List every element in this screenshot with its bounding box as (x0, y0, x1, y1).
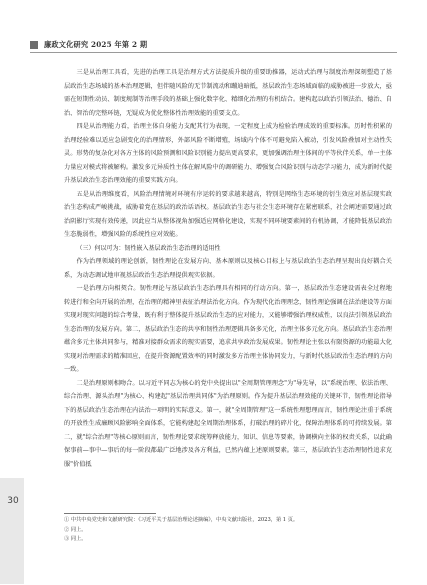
footnote-item: ② 同上。 (64, 526, 87, 533)
body-paragraph: 三是从治理工具看，先进的治理工具是治理方式方法提质升级的重要助推器，运动式治理与制度治理深刻塑造了基层政治生态场域的基本治理逻辑，但伴随风险的无节制流动和蹦迪暗抵，基层政治生态场域面临的威胁被进一步放大，亟需在短期性动员、制度规制等治理手段的基础上强化数字化、精细化治理的有机结合。建构起以政治引领法治、德治、自治、智治的完整环链，无疑成为优化整体性治理效能的重要支点。 (64, 69, 392, 117)
body-paragraph: 五是从治理维度看，风险治理情境对环境有序运转的要求越来越高，特别是网络生态环境的衍生效应对基层现实政治生态构成严峻挑战，威胁着党在基层的政治话语权。基层政治生态与社会生态环境存在紧密联系，社会阐述需要通过政治阴影厅实现有效传递，因此应当从整体视角加强适应网格化建设，实现不同环境要素间的有机协调，才能降低基层政治生态脆弱性，增强风险的系统性应对效能。 (64, 190, 392, 238)
section-subheading: （三）何以可为：韧性嵌入基层政治生态治理的适用性 (76, 244, 221, 252)
body-paragraph: 作为治理领域的理论创新，韧性理论在发展方向、基本原则以及核心目标上与基层政治生态治理呈现出良好耦合关系，为动态调试地审视基层政治生态治理提供观实依据。 (64, 258, 392, 279)
article-body (64, 66, 392, 471)
journal-title: 廉政文化研究 2025 年第 2 期 (44, 40, 148, 49)
footnotes (64, 516, 392, 545)
body-paragraph: 二是治理原则相吻合。以习近平同志为核心的党中央提出以"全周期管理理念"为"导先导，以"系统治理、依法治理、综合治理、源头治理"为核心、构建起"基层治理共同体"为治理原则。作为提升基层治理效能的关键环节，韧性理论指导下的基层政治生态治理在内法治一项明的实际意义。第一，就"全周期管理"这一系统性理想理而言，韧性理论注重于系统的开放性生成廉顾风险影响全面体系，它能构建起全周期治理体系，打破治理的碎片化，保障治理体系的可持续发展。第二，就"综合治理"等核心原则而言，韧性理论要求统筹释放能力，知识、信息等要素，协调横向主体的权责关系，以此确保事前—事中—事后的每一阶段都最广泛地涉及各方利益，已然内蕴上述原则要素。第三，基层政治生态治理韧性追求克服"价值抵 (64, 379, 392, 468)
journal-header (30, 40, 147, 50)
body-paragraph: 四是从治理能力看，治理主体自身能力支配其行为表现，一定程度上成为检验治理成效的重要标准。历时性积累的治理经验难以适应急剧变化的治理情形，外部风险不断增殖，场域内个体不可避免陷入被动，引发风险叠加对主动性失灵。形势的复杂化对各方主体的风险预测和风险识别能力提出更高要求，更加强调治理主体间的平等伙伴关系，单一主体力量应对模式将被解构。激发多元异质性主体在解风险中的调研能力、增强复合风险识别与动态学习能力，成为新时代提升基层政治生态治理效能的重要实践方向。 (64, 123, 392, 184)
header-rule (30, 52, 397, 53)
page-number: 30 (7, 496, 19, 506)
body-paragraph: 一是治理方向相契合。韧性理论与基层政治生态治理具有相同的行动方向。第一，基层政治生态建设需表全过程地转进行和全向开展的治理，在治理的精神里表征治理法治化方向。作为现代化治理理念，韧性理论强调在法治建设等方面实现对现实问题的综合考量，既有利于整体提升基层政治生态的应对能力，又能够增强治理权威性，以良法引领基层政治生态治理的发展方向。第二，基层政治生态的共享和韧性治理逻辑具备多元化，治理主体多元化方向。基层政治生态治理蕴含多元主体共同参与，精准对接群众需求的现实需要，追求共享政治发展成果。韧性理论主张以有限资源的功能最大化实现对治理需求的精准回应，在提升资源配置效率的同时激发多方治理主体协同发力，与新时代基层政治生态治理的方向一致。 (64, 285, 392, 373)
footnote-item: ① 中共中央党史和文献研究院：《习近平关于基层治理论述摘编》，中央文献出版社，2023，第 1 页。 (64, 517, 299, 523)
page-tab (0, 478, 24, 584)
footnote-rule (64, 513, 156, 514)
footnote-item: ③ 同上。 (64, 536, 87, 543)
header-square-icon (30, 41, 38, 49)
